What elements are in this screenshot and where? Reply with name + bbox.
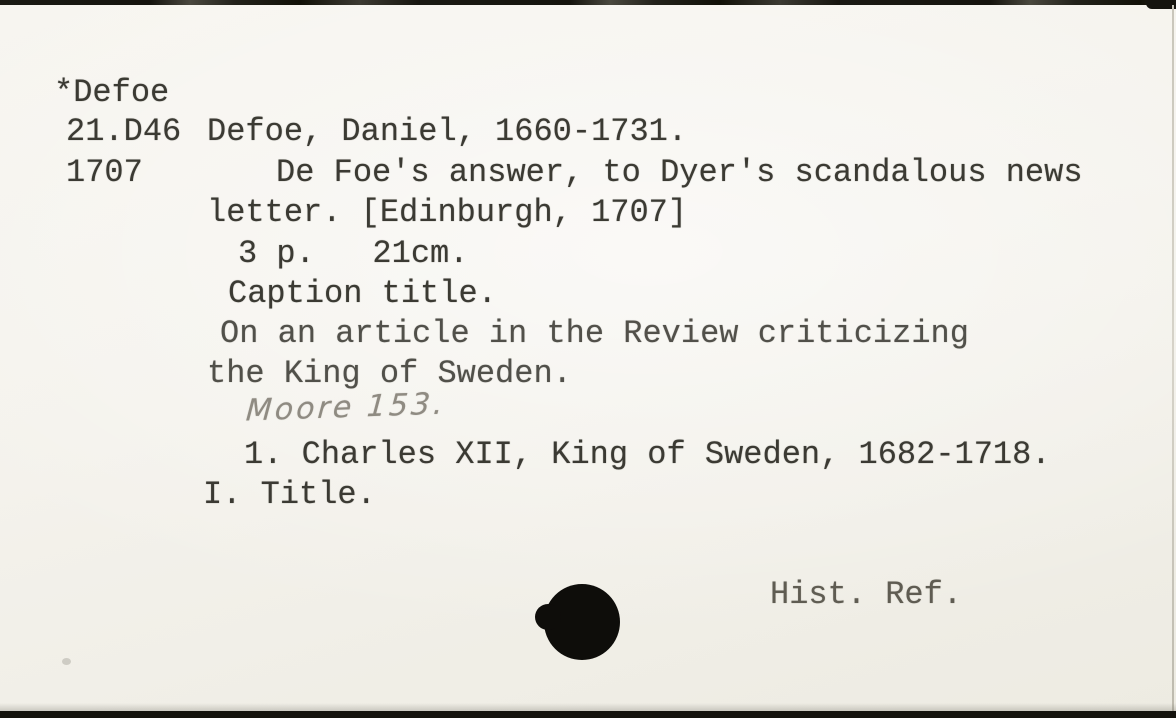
scan-edge-bottom <box>0 711 1176 718</box>
author-line: Defoe, Daniel, 1660-1731. <box>207 113 688 150</box>
tracing-added-entry: I. Title. <box>203 476 376 513</box>
caption-note: Caption title. <box>228 275 497 312</box>
title-line2: letter. [Edinburgh, 1707] <box>207 194 688 231</box>
tracing-subject-entry: 1. Charles XII, King of Sweden, 1682-1718. <box>244 436 1051 473</box>
subject-note-line2: the King of Sweden. <box>207 355 572 392</box>
collation-line: 3 p. 21cm. <box>238 235 469 272</box>
paper-speck <box>62 658 71 665</box>
card-right-edge <box>1172 5 1174 711</box>
title-line1: De Foe's answer, to Dyer's scandalous news <box>276 154 1083 191</box>
scan-edge-top <box>0 0 1176 5</box>
heading-annotation: *Defoe <box>54 74 170 111</box>
location-stamp: Hist. Ref. <box>770 576 963 613</box>
call-number-line2: 1707 <box>66 154 143 191</box>
call-number-line1: 21.D46 <box>66 113 182 150</box>
card-bottom-shadow <box>0 703 1176 711</box>
hole-punch <box>544 584 620 660</box>
handwritten-reference-note: Moore 153. <box>244 386 447 429</box>
subject-note-line1: On an article in the Review criticizing <box>220 315 969 352</box>
